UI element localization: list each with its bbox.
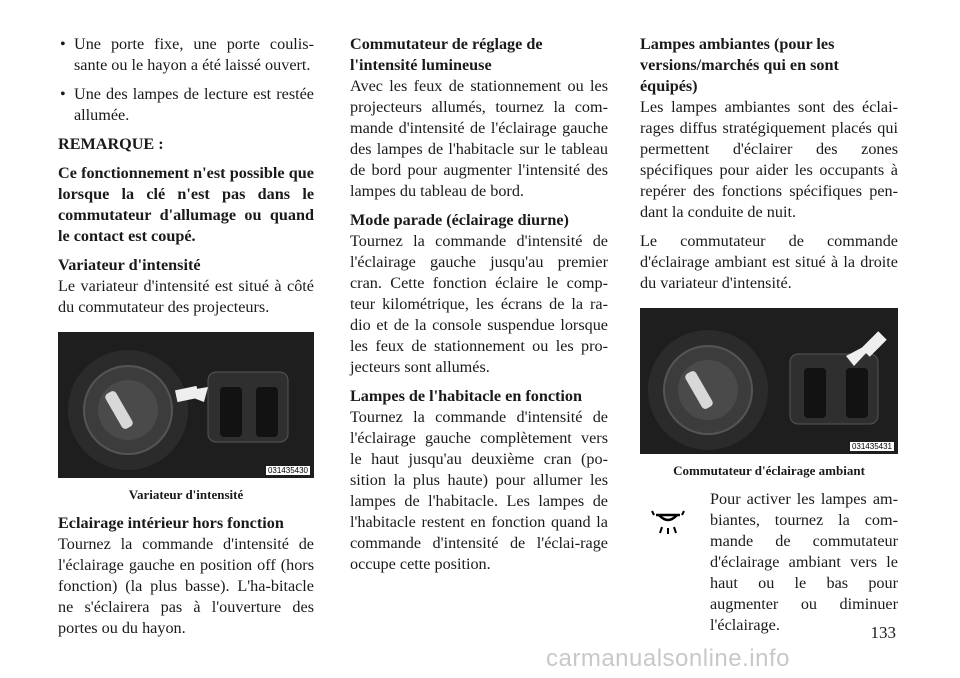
figure-id: 031435431 bbox=[851, 442, 892, 451]
paragraph: Tournez la commande d'intensité de l'éclairage gauche complètement vers le haut jusqu'au deuxième cran (po-sition la plus haute) pour allumer les lampes de l'habitacle. Les lampes de l'habitacle restent en fonction quand la commande d'intensité de l'éclai-rage occupe cette position. bbox=[350, 408, 608, 573]
section-heading: Lampes de l'habitacle en fonction bbox=[350, 387, 583, 405]
paragraph: Tournez la commande d'intensité de l'éclairage gauche jusqu'au premier cran. Cette fonction éclaire le comp-teur kilométrique, les écrans de la ra-dio et de la console suspendue lorsque les feux de stationnement ou les pro-jecteurs sont allumés. bbox=[350, 232, 608, 376]
section-heading: Mode parade (éclairage diurne) bbox=[350, 211, 569, 229]
watermark: carmanualsonline.info bbox=[546, 645, 790, 672]
section-heading: Variateur d'intensité bbox=[58, 256, 201, 274]
dashboard-switch-illustration bbox=[58, 332, 314, 478]
dimmer-switch-photo bbox=[58, 332, 314, 478]
ambient-switch-photo bbox=[640, 308, 898, 454]
figure-caption: Variateur d'intensité bbox=[128, 487, 244, 502]
ambient-instruction bbox=[640, 489, 898, 636]
activate-text: Pour activer les lampes am-biantes, tournez la com-mande de commutateur d'éclairage ambiant vers le haut ou le bas pour augmenter ou diminuer l'éclairage. bbox=[710, 490, 898, 634]
column-3 bbox=[640, 34, 898, 644]
figure-id: 031435430 bbox=[267, 466, 308, 475]
paragraph: Le variateur d'intensité est situé à côté du commutateur des projecteurs. bbox=[58, 277, 314, 316]
note-label: REMARQUE : bbox=[58, 135, 164, 153]
column-2 bbox=[350, 34, 608, 583]
paragraph: Avec les feux de stationnement ou les projecteurs allumés, tournez la com-mande d'intensité de l'éclairage gauche des lampes de l'habitacle sur le tableau de bord pour augmenter l'intensité des lampes du tableau de bord. bbox=[350, 77, 608, 200]
section-heading: Eclairage intérieur hors fonction bbox=[58, 514, 284, 532]
section-heading: Commutateur de réglage de l'intensité lumineuse bbox=[350, 35, 543, 74]
page-number: 133 bbox=[870, 623, 896, 642]
ambient-light-icon bbox=[648, 507, 688, 537]
paragraph: Les lampes ambiantes sont des éclai-rages diffus stratégiquement placés qui permettent d'éclairer des zones spécifiques pour aider les occupants à repérer des fonctions spécifiques pen-dant la conduite de nuit. bbox=[640, 98, 898, 221]
note-text: Ce fonctionnement n'est possible que lorsque la clé n'est pas dans le commutateur d'allumage ou quand le contact est coupé. bbox=[58, 164, 314, 245]
list-item: • Une porte fixe, une porte coulis-sante ou le hayon a été laissé ouvert. bbox=[58, 34, 314, 76]
list-item: • Une des lampes de lecture est restée allumée. bbox=[58, 84, 314, 126]
paragraph: Le commutateur de commande d'éclairage ambiant est situé à la droite du variateur d'intensité. bbox=[640, 232, 898, 292]
paragraph: Tournez la commande d'intensité de l'éclairage gauche en position off (hors fonction) (la plus basse). L'ha-bitacle ne s'éclairera pas à l'ouverture des portes ou du hayon. bbox=[58, 535, 314, 637]
dashboard-switch-illustration bbox=[640, 308, 898, 454]
section-heading: Lampes ambiantes (pour les versions/marchés qui en sont équipés) bbox=[640, 35, 839, 95]
figure-caption: Commutateur d'éclairage ambiant bbox=[673, 463, 865, 478]
column-1 bbox=[58, 34, 314, 647]
